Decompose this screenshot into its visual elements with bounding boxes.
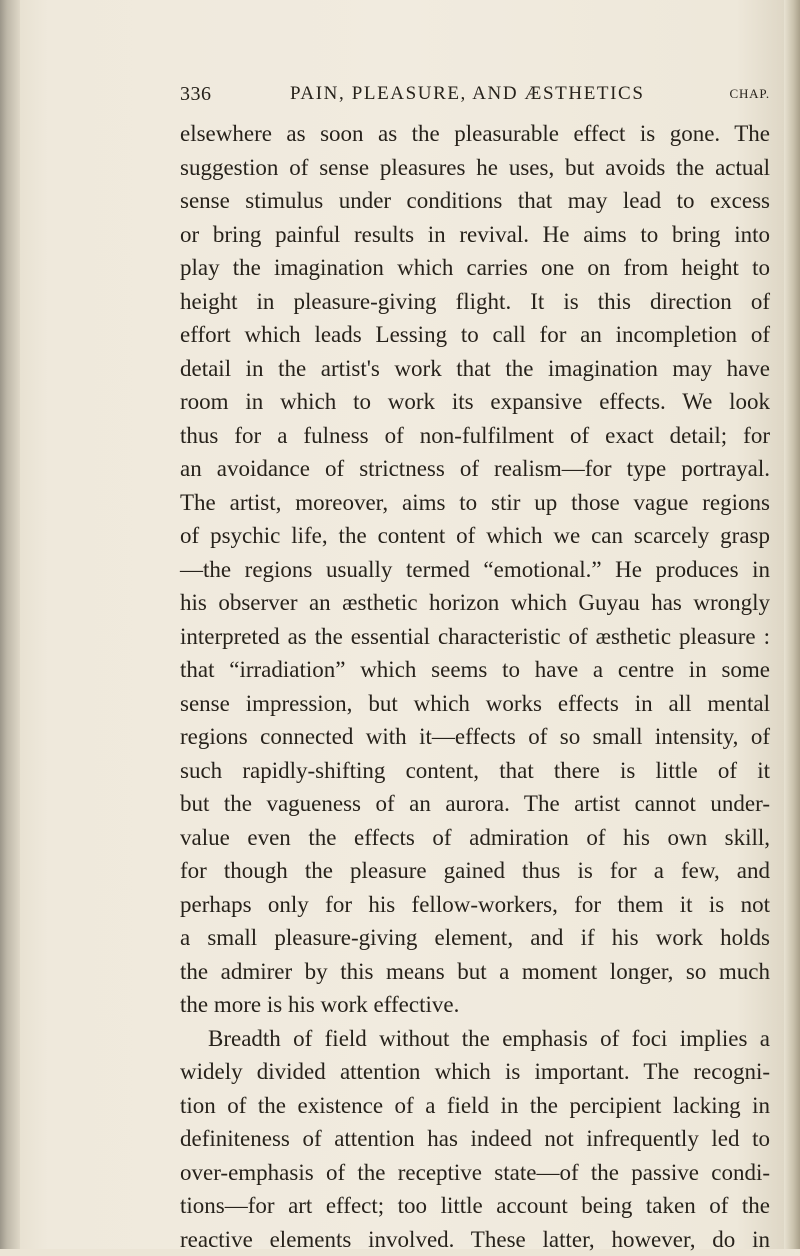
text-line: widely divided attention which is important. The recogni- bbox=[180, 1055, 770, 1089]
paragraph-start-line: Breadth of field without the emphasis of foci implies a bbox=[180, 1022, 770, 1056]
text-line: a small pleasure-giving element, and if his work holds bbox=[180, 921, 770, 955]
text-line: sense impression, but which works effects in all mental bbox=[180, 687, 770, 721]
text-line: The artist, moreover, aims to stir up those vague regions bbox=[180, 486, 770, 520]
text-line: but the vagueness of an aurora. The artist cannot under- bbox=[180, 787, 770, 821]
running-header bbox=[180, 83, 770, 113]
running-title: PAIN, PLEASURE, AND ÆSTHETICS bbox=[290, 83, 645, 105]
text-line: room in which to work its expansive effects. We look bbox=[180, 385, 770, 419]
text-line: an avoidance of strictness of realism—for type portrayal. bbox=[180, 452, 770, 486]
text-line: elsewhere as soon as the pleasurable effect is gone. The bbox=[180, 117, 770, 151]
text-line: play the imagination which carries one on from height to bbox=[180, 251, 770, 285]
text-line: regions connected with it—effects of so small intensity, of bbox=[180, 720, 770, 754]
body-text bbox=[180, 117, 770, 1256]
text-line: such rapidly-shifting content, that there is little of it bbox=[180, 754, 770, 788]
text-line: tions—for art effect; too little account being taken of the bbox=[180, 1189, 770, 1223]
text-line: suggestion of sense pleasures he uses, but avoids the actual bbox=[180, 151, 770, 185]
text-line: —the regions usually termed “emotional.” He produces in bbox=[180, 553, 770, 587]
text-line: for though the pleasure gained thus is for a few, and bbox=[180, 854, 770, 888]
text-line: value even the effects of admiration of his own skill, bbox=[180, 821, 770, 855]
text-line: reactive elements involved. These latter, however, do in bbox=[180, 1223, 770, 1256]
text-line: the admirer by this means but a moment longer, so much bbox=[180, 955, 770, 989]
text-line: effort which leads Lessing to call for an incompletion of bbox=[180, 318, 770, 352]
text-line: perhaps only for his fellow-workers, for them it is not bbox=[180, 888, 770, 922]
chapter-label: CHAP. bbox=[730, 86, 771, 102]
binding-shadow bbox=[0, 0, 20, 1249]
text-line: thus for a fulness of non-fulfilment of exact detail; for bbox=[180, 419, 770, 453]
text-line: height in pleasure-giving flight. It is this direction of bbox=[180, 285, 770, 319]
text-line: definiteness of attention has indeed not infrequently led to bbox=[180, 1122, 770, 1156]
text-line: over-emphasis of the receptive state—of the passive condi- bbox=[180, 1156, 770, 1190]
text-line: of psychic life, the content of which we can scarcely grasp bbox=[180, 519, 770, 553]
paragraph-end-line: the more is his work effective. bbox=[180, 988, 770, 1022]
page-edge bbox=[784, 0, 800, 1249]
text-line: his observer an æsthetic horizon which Guyau has wrongly bbox=[180, 586, 770, 620]
text-line: sense stimulus under conditions that may lead to excess bbox=[180, 184, 770, 218]
text-line: tion of the existence of a field in the percipient lacking in bbox=[180, 1089, 770, 1123]
text-line: or bring painful results in revival. He aims to bring into bbox=[180, 218, 770, 252]
text-line: interpreted as the essential characteristic of æsthetic pleasure : bbox=[180, 620, 770, 654]
text-line: that “irradiation” which seems to have a centre in some bbox=[180, 653, 770, 687]
page-number: 336 bbox=[180, 83, 212, 106]
text-line: detail in the artist's work that the imagination may have bbox=[180, 352, 770, 386]
